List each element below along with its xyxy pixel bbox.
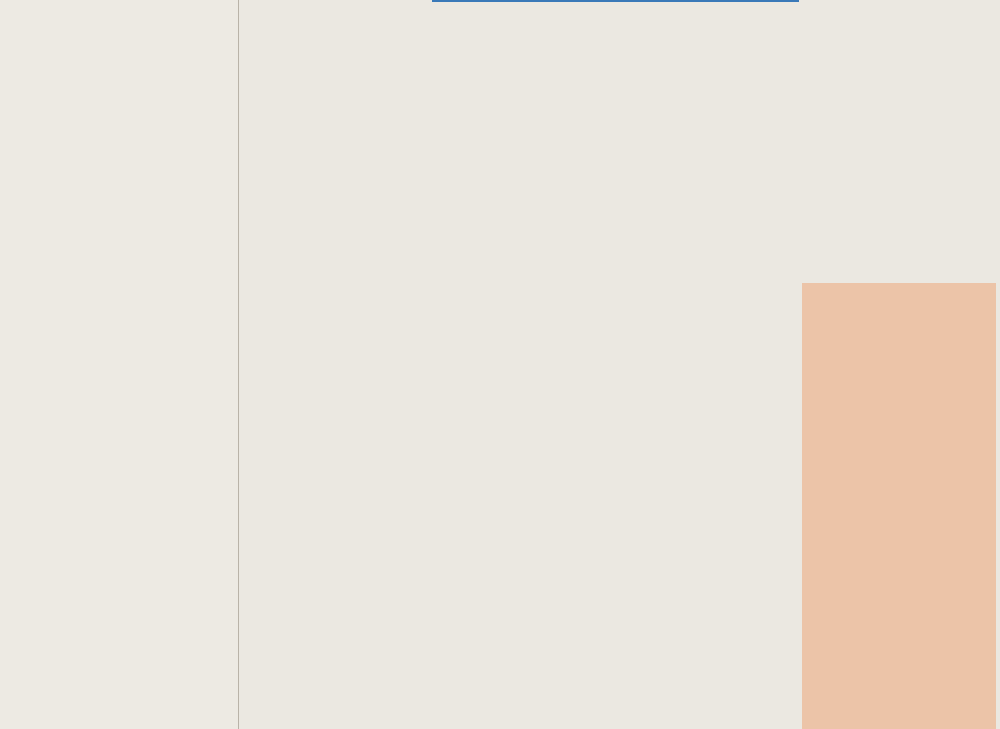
info-column bbox=[806, 0, 1000, 729]
article-column-3 bbox=[621, 0, 799, 729]
party-contacts-column bbox=[0, 0, 239, 729]
article-column-1 bbox=[244, 0, 422, 729]
article-column-2 bbox=[432, 0, 612, 729]
